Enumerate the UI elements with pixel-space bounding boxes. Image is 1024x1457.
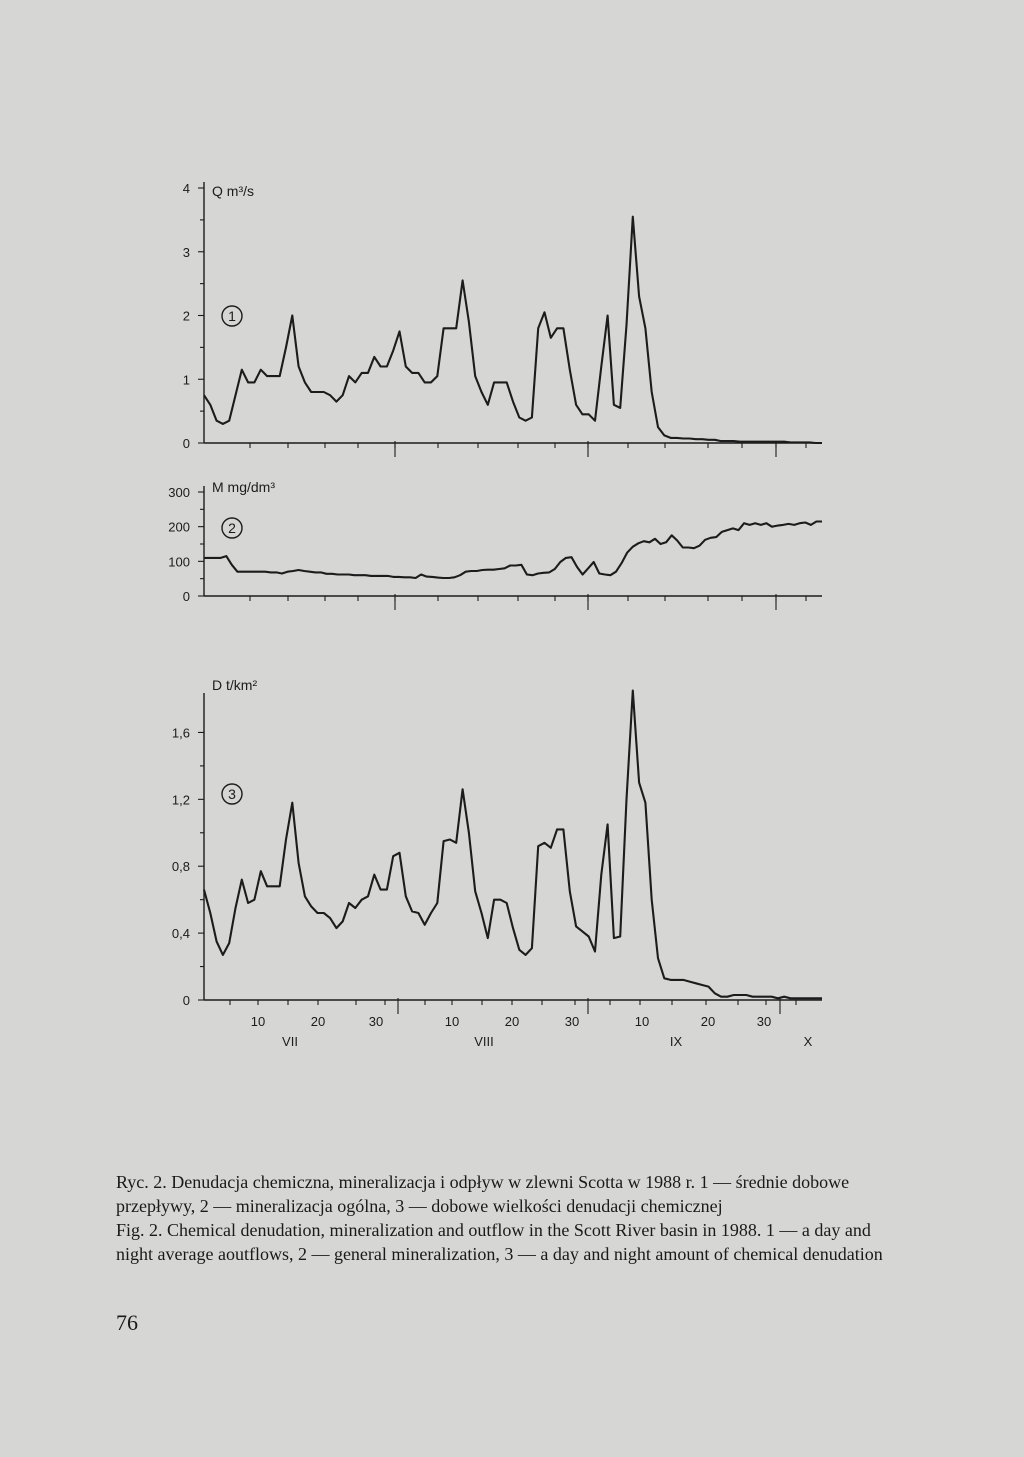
denudation-y-tick-label: 1,2 bbox=[171, 792, 190, 808]
page-number: 76 bbox=[116, 1310, 138, 1335]
denudation-x-tick-label: 30 bbox=[564, 1014, 580, 1029]
mineralization-marker-number: 2 bbox=[228, 520, 236, 536]
mineralization-unit-label: M mg/dm³ bbox=[212, 479, 275, 495]
denudation-month-label: IX bbox=[669, 1034, 683, 1049]
discharge-unit-label: Q m³/s bbox=[212, 183, 254, 199]
mineralization-y-tick-label: 200 bbox=[168, 519, 190, 535]
caption-polish: Ryc. 2. Denudacja chemiczna, mineralizacja i odpływ w zlewni Scotta w 1988 r. 1 — średnie dobowe przepływy, 2 — mineralizacja ogólna, 3 — dobowe wielkości denudacji chemicznej bbox=[116, 1172, 850, 1216]
discharge-y-tick-label: 2 bbox=[182, 308, 190, 324]
denudation-month-label: X bbox=[803, 1034, 813, 1049]
caption-english: Fig. 2. Chemical denudation, mineralization and outflow in the Scott River basin in 1988. 1 — a day and night average aoutflows, 2 — general mineralization, 3 — a day and night amount of chemical denudation bbox=[116, 1220, 883, 1264]
denudation-x-tick-label: 30 bbox=[756, 1014, 772, 1029]
figure-caption bbox=[116, 1170, 906, 1266]
discharge-y-tick-label: 3 bbox=[182, 244, 190, 260]
denudation-x-tick-label: 10 bbox=[250, 1014, 266, 1029]
discharge-y-tick-label: 0 bbox=[182, 436, 190, 451]
discharge-y-tick-label: 1 bbox=[182, 372, 190, 388]
denudation-y-tick-label: 0 bbox=[182, 993, 190, 1008]
denudation-y-tick-label: 1,6 bbox=[171, 725, 190, 741]
discharge-series-line bbox=[204, 217, 822, 443]
mineralization-y-tick-label: 100 bbox=[168, 554, 190, 570]
denudation-y-tick-label: 0,4 bbox=[171, 926, 190, 942]
denudation-y-tick-label: 0,8 bbox=[171, 859, 190, 875]
denudation-x-tick-label: 30 bbox=[368, 1014, 384, 1029]
denudation-unit-label: D t/km² bbox=[212, 677, 258, 693]
discharge-marker-number: 1 bbox=[228, 308, 236, 324]
denudation-x-tick-label: 20 bbox=[504, 1014, 520, 1029]
denudation-x-tick-label: 20 bbox=[310, 1014, 326, 1029]
denudation-month-label: VII bbox=[282, 1034, 298, 1049]
denudation-x-tick-label: 10 bbox=[444, 1014, 460, 1029]
denudation-series-line bbox=[204, 691, 822, 999]
mineralization-y-tick-label: 300 bbox=[168, 485, 190, 500]
discharge-y-tick-label: 4 bbox=[182, 181, 190, 196]
denudation-x-tick-label: 10 bbox=[634, 1014, 650, 1029]
denudation-marker-number: 3 bbox=[228, 786, 236, 802]
mineralization-series-line bbox=[204, 522, 822, 579]
denudation-month-label: VIII bbox=[474, 1034, 494, 1049]
denudation-x-tick-label: 20 bbox=[700, 1014, 716, 1029]
mineralization-y-tick-label: 0 bbox=[182, 589, 190, 604]
